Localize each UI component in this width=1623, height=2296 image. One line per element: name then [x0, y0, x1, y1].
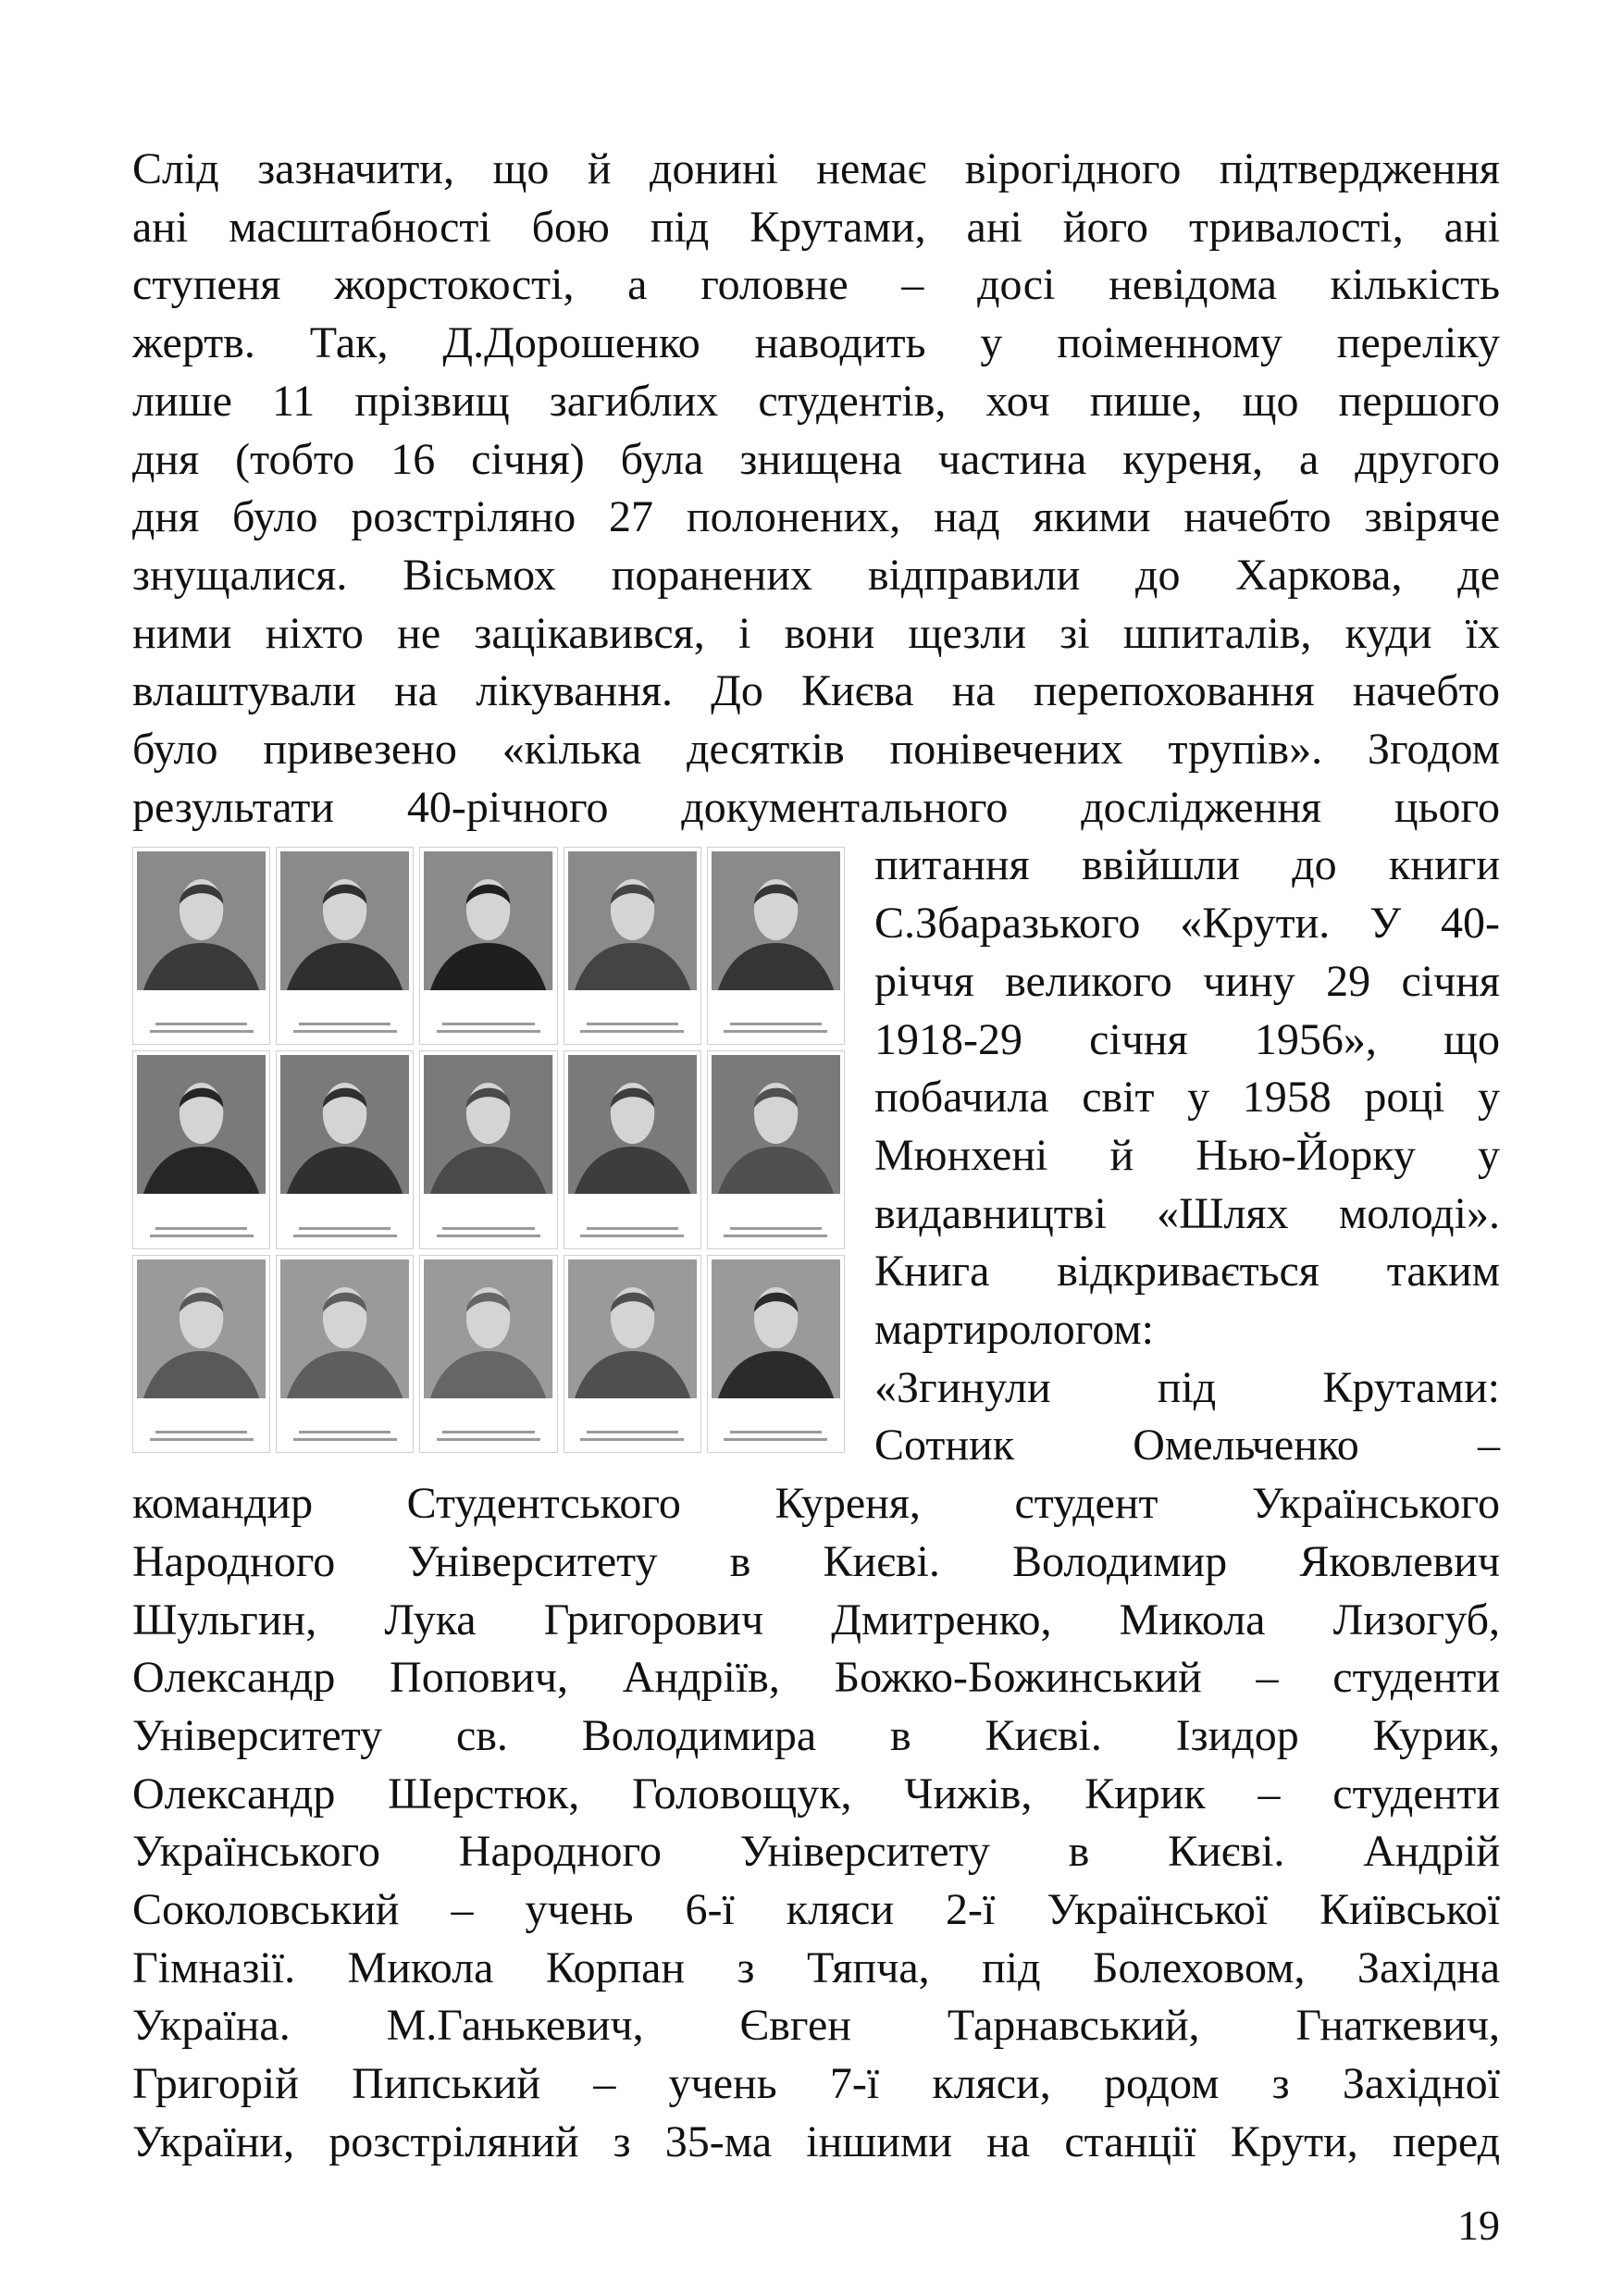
text-line: ступеня жорстокості, а головне – досі невідома кількість — [132, 260, 1500, 310]
portrait-photo — [419, 847, 557, 1045]
portrait-caption — [142, 1426, 260, 1446]
portrait-photo — [564, 1050, 701, 1248]
text-line: побачила світ у 1958 році у — [874, 1073, 1500, 1123]
portrait-caption — [142, 1222, 260, 1243]
text-line: результати 40-річного документального дослідження цього — [132, 782, 1500, 832]
text-line: 1918-29 січня 1956», що — [874, 1014, 1500, 1064]
portrait-image — [424, 851, 552, 990]
portrait-photo — [132, 1050, 270, 1248]
portrait-caption — [717, 1426, 835, 1446]
portrait-caption — [286, 1426, 403, 1446]
text-line: питання ввійшли до книги — [874, 840, 1500, 890]
portrait-caption — [574, 1426, 691, 1446]
portrait-caption — [286, 1222, 403, 1243]
portrait-photo — [132, 1255, 270, 1453]
portrait-photo — [276, 1050, 414, 1248]
text-line: Сотник Омельченко – — [874, 1421, 1500, 1471]
portrait-image — [280, 851, 409, 990]
portrait-photo — [707, 1255, 845, 1453]
text-line: Гімназії. Микола Корпан з Тяпча, під Болеховом, Західна — [132, 1942, 1500, 1992]
portrait-photo — [276, 847, 414, 1045]
text-line: Шульгин, Лука Григорович Дмитренко, Микола Лизогуб, — [132, 1595, 1500, 1644]
portrait-image — [712, 851, 840, 990]
portrait-caption — [142, 1018, 260, 1038]
text-line: Книга відкривається таким — [874, 1247, 1500, 1297]
text-line: знущалися. Вісьмох поранених відправили до Харкова, де — [132, 550, 1500, 600]
portrait-collage — [132, 847, 845, 1453]
portrait-photo — [564, 1255, 701, 1453]
portrait-image — [568, 1055, 697, 1194]
portrait-photo — [707, 1050, 845, 1248]
text-line: Університету св. Володимира в Києві. Ізидор Курик, — [132, 1710, 1500, 1760]
portrait-image — [712, 1055, 840, 1194]
portrait-caption — [574, 1018, 691, 1038]
portrait-caption — [574, 1222, 691, 1243]
portrait-image — [424, 1260, 552, 1398]
portrait-image — [137, 851, 266, 990]
portrait-caption — [429, 1426, 547, 1446]
text-line: Олександр Попович, Андріїв, Божко-Божинський – студенти — [132, 1653, 1500, 1703]
text-line: лише 11 прізвищ загиблих студентів, хоч пише, що першого — [132, 376, 1500, 426]
text-line: командир Студентського Куреня, студент Українського — [132, 1479, 1500, 1529]
portrait-caption — [429, 1222, 547, 1243]
portrait-image — [280, 1055, 409, 1194]
portrait-photo — [132, 847, 270, 1045]
text-line: Олександр Шерстюк, Головощук, Чижів, Кирик – студенти — [132, 1769, 1500, 1818]
portrait-photo — [707, 847, 845, 1045]
text-line: С.Збаразького «Крути. У 40- — [874, 899, 1500, 949]
text-line: Українського Народного Університету в Києві. Андрій — [132, 1827, 1500, 1877]
text-line: Слід зазначити, що й донині немає вірогідного підтвердження — [132, 144, 1500, 193]
text-line: дня (тобто 16 січня) була знищена частина куреня, а другого — [132, 434, 1500, 484]
text-line: Народного Університету в Києві. Володимир Яковлевич — [132, 1536, 1500, 1586]
portrait-image — [137, 1260, 266, 1398]
portrait-image — [137, 1055, 266, 1194]
text-line: видавництві «Шлях молоді». — [874, 1188, 1500, 1238]
text-line: мартирологом: — [874, 1305, 1154, 1354]
text-line: Григорій Пипський – учень 7-ї кляси, родом з Західної — [132, 2059, 1500, 2109]
portrait-image — [424, 1055, 552, 1194]
portrait-photo — [564, 847, 701, 1045]
text-line: «Згинули під Крутами: — [874, 1362, 1500, 1412]
portrait-caption — [286, 1018, 403, 1038]
portrait-photo — [419, 1255, 557, 1453]
portrait-caption — [429, 1018, 547, 1038]
text-line: річчя великого чину 29 січня — [874, 956, 1500, 1006]
portrait-image — [568, 1260, 697, 1398]
text-line: влаштували на лікування. До Києва на перепоховання начебто — [132, 666, 1500, 716]
portrait-caption — [717, 1222, 835, 1243]
portrait-photo — [419, 1050, 557, 1248]
portrait-photo — [276, 1255, 414, 1453]
text-line: Соколовський – учень 6-ї кляси 2-ї Української Київської — [132, 1885, 1500, 1934]
portrait-image — [280, 1260, 409, 1398]
text-line: Мюнхені й Нью-Йорку у — [874, 1130, 1500, 1180]
page-number: 19 — [1457, 2202, 1500, 2249]
text-line: ними ніхто не зацікавився, і вони щезли зі шпиталів, куди їх — [132, 608, 1500, 658]
text-line: було привезено «кілька десятків понівечених трупів». Згодом — [132, 725, 1500, 774]
text-line: України, розстріляний з 35-ма іншими на станції Крути, перед — [132, 2116, 1500, 2166]
portrait-image — [568, 851, 697, 990]
text-line: дня було розстріляно 27 полонених, над якими начебто звіряче — [132, 492, 1500, 542]
text-line: Україна. М.Ганькевич, Євген Тарнавський, Гнаткевич, — [132, 2001, 1500, 2051]
portrait-caption — [717, 1018, 835, 1038]
portrait-image — [712, 1260, 840, 1398]
text-line: ані масштабності бою під Крутами, ані його тривалості, ані — [132, 202, 1500, 252]
text-line: жертв. Так, Д.Дорошенко наводить у поіменному переліку — [132, 318, 1500, 368]
